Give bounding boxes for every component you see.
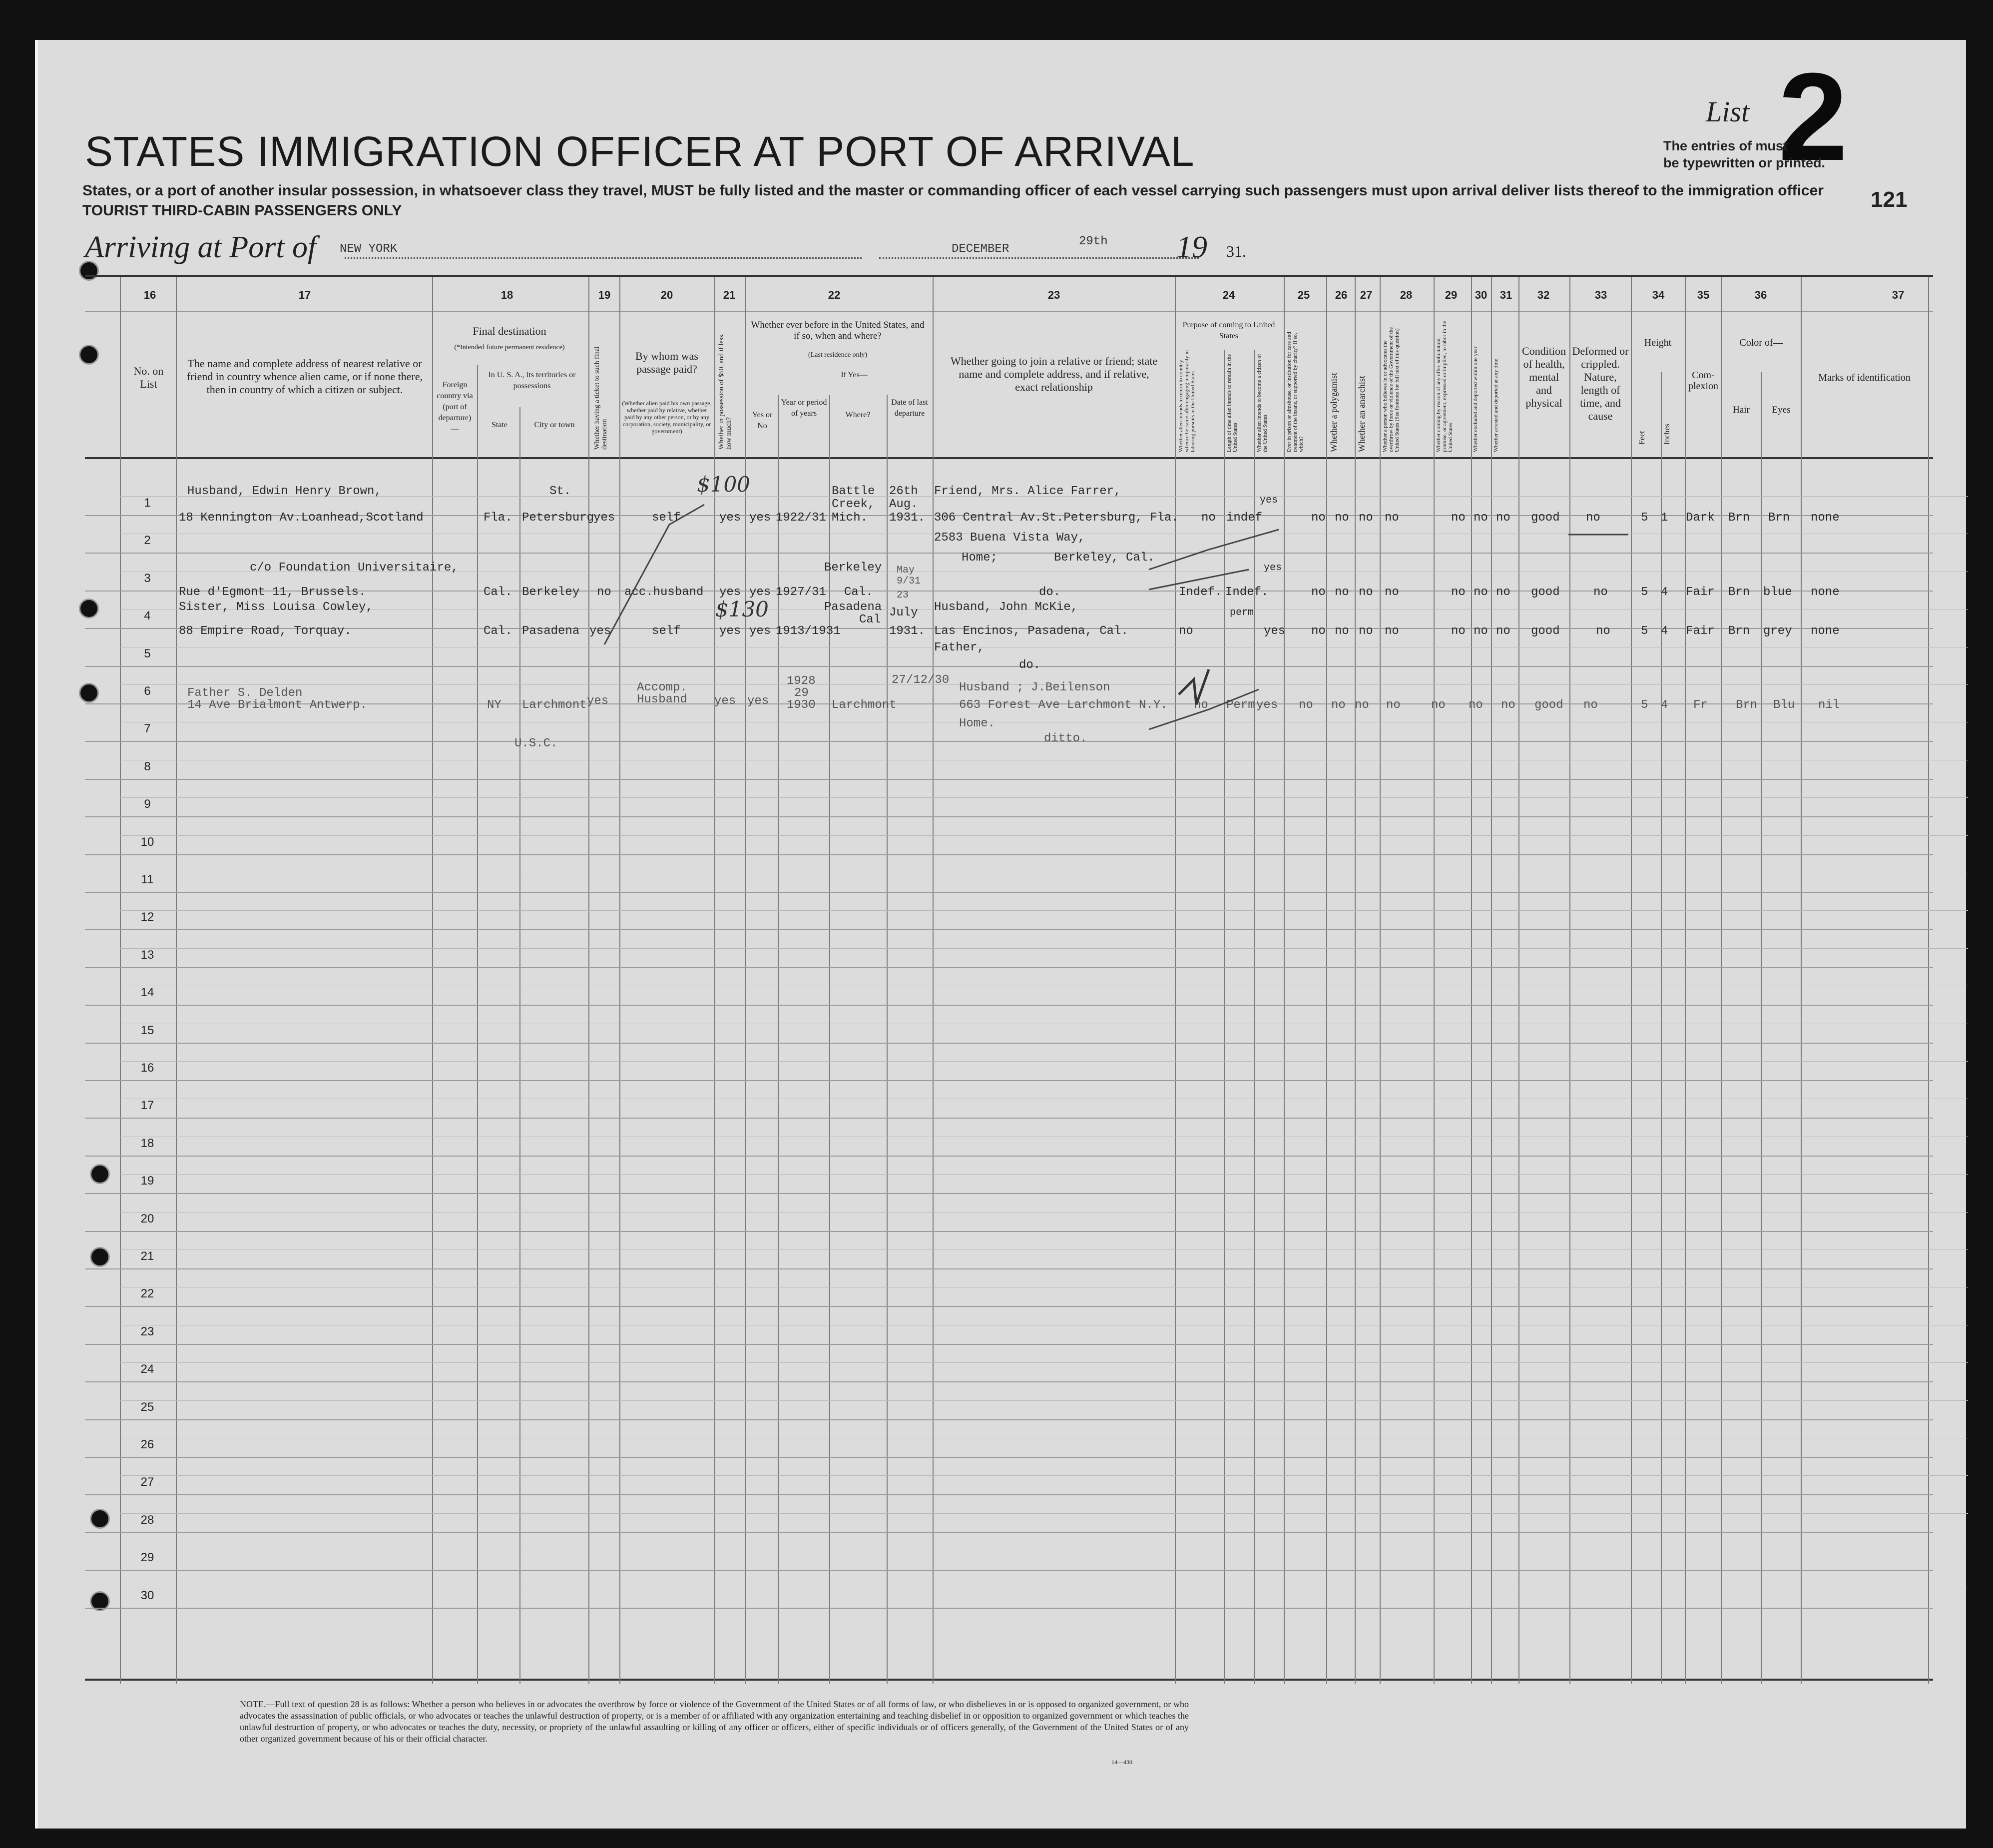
row-number: 14 — [140, 986, 154, 1000]
header-yes-no: Yes or No — [752, 411, 773, 430]
row3-c30: no — [1474, 586, 1488, 599]
header-inches: Inches — [1663, 424, 1671, 445]
row1-purpose-length: indef — [1226, 511, 1263, 525]
row6-state: NY — [487, 698, 501, 712]
header-health: Condition of health, mental and physical — [1521, 345, 1566, 409]
header-no-on-list: No. on List — [133, 365, 164, 390]
row6-c25: no — [1299, 698, 1313, 712]
header-eyes: Eyes — [1772, 405, 1791, 415]
form-title: STATES IMMIGRATION OFFICER AT PORT OF ARRIVAL — [85, 128, 1195, 175]
row3-join: do. — [1039, 586, 1061, 599]
year-prefix: 19 — [1176, 230, 1207, 264]
list-label: List — [1706, 95, 1750, 128]
header-anarchist: Whether an anarchist — [1357, 376, 1367, 452]
row4-purpose-return: no — [1179, 624, 1193, 638]
header-feet: Feet — [1638, 431, 1646, 445]
row3-relative-name: c/o Foundation Universitaire, — [250, 561, 459, 575]
row3-health: good — [1531, 586, 1560, 599]
row4-c28: no — [1385, 624, 1399, 638]
row-number: 6 — [144, 684, 151, 698]
header-passage-paid: By whom was passage paid? — [635, 350, 698, 375]
row4-money-handwritten: $130 — [715, 597, 769, 621]
row1-where-3: Mich. — [832, 511, 868, 525]
row3-feet: 5 — [1641, 586, 1648, 599]
row-number: 29 — [140, 1551, 154, 1565]
row3-c31: no — [1496, 586, 1510, 599]
row6-ticket: yes — [587, 694, 609, 708]
row1-c28: no — [1385, 511, 1399, 525]
row-number: 30 — [140, 1588, 154, 1602]
row-number: 17 — [140, 1099, 154, 1113]
row-number: 11 — [141, 873, 154, 886]
row6-relative-name: Father S. Delden — [187, 686, 303, 700]
row7-usc: U.S.C. — [514, 737, 558, 750]
row1-date-1: 26th — [889, 485, 918, 498]
row1-c25: no — [1311, 511, 1326, 525]
row4-date-2: July — [889, 606, 918, 619]
row1-ticket: yes — [593, 511, 615, 525]
header-possession-50: Whether in possession of $50, and if less, how much? — [718, 333, 733, 450]
row3-marks: none — [1811, 586, 1840, 599]
row3-inches: 4 — [1661, 586, 1668, 599]
row3-purpose-citizen: yes — [1264, 562, 1282, 574]
row6-marks: nil — [1818, 698, 1840, 712]
header-ever-before-note: (Last residence only) — [808, 351, 868, 359]
header-purpose-length: Length of time alien intends to remain in the United States — [1226, 354, 1238, 452]
row4-complexion: Fair — [1686, 624, 1715, 638]
row2-join-1: 2583 Buena Vista Way, — [934, 531, 1085, 545]
header-date-departure: Date of last departure — [891, 398, 928, 418]
row3-purpose-return: Indef. — [1179, 586, 1222, 599]
row6-c29: no — [1431, 698, 1446, 712]
row1-date-3: 1931. — [889, 511, 926, 525]
row6-c27: no — [1355, 698, 1369, 712]
row4-passage-paid: self — [652, 624, 681, 638]
header-passage-paid-note: (Whether alien paid his own passage, whether paid by relative, whether paid by any other person, or by any corporation, society, municipality, or government) — [622, 400, 712, 435]
row2-join-2: Home; — [962, 551, 998, 565]
header-ticket: Whether having a ticket to such final destination — [593, 346, 608, 450]
row-number: 4 — [144, 609, 151, 623]
header-years: Year or period of years — [781, 398, 827, 418]
pen-stroke — [1179, 669, 1209, 704]
header-labor-offer: Whether coming by reason of any offer, solicitation, promise, or agreement, expressed or implied, to labor in the United States — [1436, 321, 1454, 452]
row6-where: Larchmont — [832, 698, 897, 712]
colnum-27: 27 — [1360, 289, 1373, 301]
header-complexion: Com-plexion — [1688, 370, 1718, 392]
colnum-17: 17 — [298, 289, 311, 301]
row6-join-4: ditto. — [1044, 732, 1087, 745]
row1-city-line1: St. — [549, 485, 571, 498]
header-nearest-relative: The name and complete address of nearest relative or friend in country whence alien came, or if none there, then in country of which a citizen or subject. — [186, 357, 423, 396]
colnum-37: 37 — [1892, 289, 1905, 301]
header-excluded: Whether excluded and deported within one year — [1473, 346, 1479, 452]
row-number: 22 — [140, 1287, 154, 1301]
row3-ticket: no — [597, 586, 611, 599]
colnum-28: 28 — [1400, 289, 1413, 301]
row1-where-2: Creek, — [832, 498, 875, 511]
header-final-destination-note: (*Intended future permanent residence) — [454, 344, 565, 351]
row1-c26: no — [1335, 511, 1349, 525]
row1-date-2: Aug. — [889, 498, 918, 511]
row1-c27: no — [1359, 511, 1373, 525]
row-number: 12 — [140, 910, 154, 924]
row3-city: Berkeley — [522, 586, 580, 599]
row6-paid-1: Accomp. — [637, 681, 687, 694]
header-color-of: Color of— — [1739, 337, 1783, 348]
row1-c30: no — [1474, 511, 1488, 525]
port-value: NEW YORK — [340, 242, 398, 256]
row1-inches: 1 — [1661, 511, 1668, 525]
row6-hair: Brn — [1736, 698, 1758, 712]
row4-feet: 5 — [1641, 624, 1648, 638]
row-number: 18 — [140, 1136, 154, 1150]
list-number: 2 — [1778, 47, 1848, 186]
row3-c28: no — [1385, 586, 1399, 599]
row4-before: yes — [749, 624, 771, 638]
row6-money: yes — [714, 694, 736, 708]
colnum-30: 30 — [1475, 289, 1488, 301]
header-final-destination: Final destination — [473, 325, 546, 337]
colnum-36: 36 — [1754, 289, 1767, 301]
row3-deformed: no — [1593, 586, 1608, 599]
month-value: DECEMBER — [952, 242, 1009, 256]
row4-purpose-citizen: yes — [1264, 624, 1286, 638]
row6-date: 27/12/30 — [892, 673, 950, 687]
row6-years-1: 1928 — [787, 674, 816, 688]
row-number: 20 — [140, 1212, 154, 1226]
row-number: 15 — [140, 1023, 154, 1037]
row1-before: yes — [749, 511, 771, 525]
form-subtitle: States, or a port of another insular possession, in whatsoever class they travel, MUST be fully listed and the master or commanding officer of each vessel carrying such passengers must upon arrival deliver lists thereof to the immigration officer — [82, 182, 1824, 199]
header-height: Height — [1644, 337, 1672, 348]
row1-marks: none — [1811, 511, 1840, 525]
colnum-21: 21 — [723, 289, 736, 301]
row1-where-1: Battle — [832, 485, 875, 498]
footnote: NOTE.—Full text of question 28 is as follows: Whether a person who believes in or advocates the overthrow by force or violence of the Government of the United States or of all forms of law, or who disbelieves in or is opposed to organized government, or who advocates the assassination of public officials, or who advocates or teaches the unlawful destruction of property, or is a member of or affiliated with any organization entertaining and teaching disbelief in or opposition to organized government or which teaches the unlawful destruction of property, or who advocates or teaches the duty, necessity, or propriety of the unlawful assaulting or killing of any officer or officers, either of specific individuals or of officers generally, of the Government of the United States or of any other organized government because of his or their official character. — [240, 1699, 1189, 1744]
row4-date-1: 23 — [897, 590, 909, 601]
row4-where-1: Pasadena — [824, 601, 882, 614]
row-number: 3 — [144, 571, 151, 585]
row6-relative-address: 14 Ave Brialmont Antwerp. — [187, 698, 368, 712]
row6-feet: 5 — [1641, 698, 1648, 712]
row1-complexion: Dark — [1686, 511, 1715, 525]
row3-passage-paid: acc.husband — [624, 586, 704, 599]
row1-city-line2: Petersburg — [522, 511, 594, 525]
row5-join-1: Father, — [934, 641, 985, 654]
row-number: 8 — [144, 759, 151, 773]
row3-purpose-length: Indef. — [1225, 586, 1269, 599]
row6-purpose-length: Perm — [1226, 698, 1255, 712]
pen-stroke — [604, 505, 704, 644]
row1-years: 1922/31 — [776, 511, 826, 525]
row3-c25: no — [1311, 586, 1326, 599]
row4-hair: Brn — [1728, 624, 1750, 638]
row3-money: yes — [719, 586, 741, 599]
colnum-29: 29 — [1445, 289, 1458, 301]
row6-purpose-citizen: yes — [1256, 698, 1278, 712]
row-number: 24 — [140, 1362, 154, 1376]
header-in-usa: In U. S. A., its territories or possessions — [488, 371, 576, 390]
row3-where-1: Berkeley — [824, 561, 882, 575]
row1-join-1: Friend, Mrs. Alice Farrer, — [934, 485, 1121, 498]
row6-city: Larchmont — [522, 698, 587, 712]
row1-relative-name: Husband, Edwin Henry Brown, — [187, 485, 382, 498]
row1-deformed: no — [1586, 511, 1600, 525]
pen-stroke — [1149, 530, 1279, 729]
row4-c30: no — [1474, 624, 1488, 638]
row6-years-2: 29 — [794, 686, 809, 700]
row3-c27: no — [1359, 586, 1373, 599]
header-purpose-return: Whether alien intends to return to country whence he came after engaging temporarily in laboring pursuits in the United States — [1178, 350, 1196, 452]
row4-purpose-length: perm — [1230, 607, 1254, 618]
colnum-20: 20 — [660, 289, 673, 301]
row4-health: good — [1531, 624, 1560, 638]
row6-join-3: Home. — [959, 717, 996, 730]
row6-eyes: Blu — [1773, 698, 1795, 712]
row6-c28: no — [1386, 698, 1401, 712]
row1-join-2: 306 Central Av.St.Petersburg, Fla. — [934, 511, 1179, 525]
row6-years-3: 1930 — [787, 698, 816, 712]
row4-years: 1913/1931 — [776, 624, 841, 638]
colnum-31: 31 — [1499, 289, 1512, 301]
row4-join-2: Las Encinos, Pasadena, Cal. — [934, 624, 1128, 638]
row6-health: good — [1534, 698, 1563, 712]
header-hair: Hair — [1733, 405, 1750, 415]
row4-c27: no — [1359, 624, 1373, 638]
row6-join-2: 663 Forest Ave Larchmont N.Y. — [959, 698, 1168, 712]
row6-inches: 4 — [1661, 698, 1668, 712]
row4-join-1: Husband, John McKie, — [934, 601, 1078, 614]
row4-deformed: no — [1596, 624, 1610, 638]
row-number: 1 — [144, 496, 151, 510]
row6-c26: no — [1331, 698, 1346, 712]
row3-c26: no — [1335, 586, 1349, 599]
row-number: 19 — [140, 1174, 154, 1188]
row1-passage-paid: self — [652, 511, 681, 525]
row-number: 28 — [140, 1513, 154, 1527]
header-state: State — [492, 421, 507, 429]
row6-purpose-return: no — [1194, 698, 1208, 712]
header-arrested: Whether arrested and deported at any time — [1493, 359, 1499, 452]
row1-c31: no — [1496, 511, 1510, 525]
page-number: 121 — [1871, 187, 1908, 212]
row1-relative-address: 18 Kennington Av.Loanhead,Scotland — [179, 511, 424, 525]
row4-c29: no — [1451, 624, 1466, 638]
row3-years: 1927/31 — [776, 586, 826, 599]
row4-c26: no — [1335, 624, 1349, 638]
list-note-line: be typewritten or printed. — [1663, 155, 1826, 170]
header-purpose: Purpose of coming to United States — [1182, 321, 1275, 340]
row6-c30: no — [1469, 698, 1483, 712]
row-number: 16 — [140, 1061, 154, 1075]
row-number: 10 — [140, 835, 154, 849]
list-note-line: The entries of must — [1663, 138, 1788, 153]
header-prison: Ever in prison or almshouse, or institution for care and treatment of the insane, or supported by charity? If so, which? — [1286, 332, 1304, 452]
row-number: 13 — [140, 948, 154, 962]
row1-state: Fla. — [484, 511, 512, 525]
colnum-24: 24 — [1222, 289, 1235, 301]
header-where: Where? — [845, 411, 871, 419]
row1-feet: 5 — [1641, 511, 1648, 525]
form-number: 14—430 — [1111, 1759, 1132, 1766]
row2-join-3: Berkeley, Cal. — [1054, 551, 1155, 565]
row3-state: Cal. — [484, 586, 512, 599]
row3-date-2: 9/31 — [897, 576, 921, 587]
header-join-relative: Whether going to join a relative or friend; state name and complete address, and if relative, exact relationship — [950, 355, 1158, 393]
colnum-16: 16 — [143, 289, 156, 301]
row6-join-1: Husband ; J.Beilenson — [959, 681, 1110, 694]
row1-purpose-citizen: yes — [1260, 495, 1278, 506]
row-number: 26 — [140, 1438, 154, 1451]
row4-where-2: Cal — [859, 613, 881, 626]
row-number: 7 — [144, 722, 151, 736]
row4-date-3: 1931. — [889, 624, 926, 638]
colnum-23: 23 — [1047, 289, 1060, 301]
row4-inches: 4 — [1661, 624, 1668, 638]
row-number: 25 — [140, 1400, 154, 1414]
row3-before: yes — [749, 586, 771, 599]
row1-money: yes — [719, 511, 741, 525]
row3-c29: no — [1451, 586, 1466, 599]
row4-c31: no — [1496, 624, 1510, 638]
row1-eyes: Brn — [1768, 511, 1790, 525]
colnum-22: 22 — [828, 289, 841, 301]
row1-hair: Brn — [1728, 511, 1750, 525]
row4-city: Pasadena — [522, 624, 580, 638]
row-number: 9 — [144, 797, 151, 811]
day-value: 29th — [1079, 235, 1108, 248]
row1-c29: no — [1451, 511, 1466, 525]
row6-deformed: no — [1583, 698, 1598, 712]
row4-money: yes — [719, 624, 741, 638]
row3-date-1: May — [897, 565, 915, 576]
row3-where-2: Cal. — [844, 586, 873, 599]
colnum-18: 18 — [500, 289, 513, 301]
row6-complexion: Fr — [1693, 698, 1708, 712]
row-number: 2 — [144, 534, 151, 548]
row6-c31: no — [1501, 698, 1515, 712]
header-polygamist: Whether a polygamist — [1329, 373, 1339, 452]
header-deformed: Deformed or crippled. Nature, length of time, and cause — [1572, 345, 1629, 422]
row6-before: yes — [747, 694, 769, 708]
year-suffix: 31. — [1226, 242, 1246, 260]
header-city: City or town — [534, 421, 575, 429]
colnum-34: 34 — [1652, 289, 1665, 301]
colnum-19: 19 — [598, 289, 611, 301]
colnum-26: 26 — [1335, 289, 1348, 301]
arriving-label: Arriving at Port of — [85, 230, 317, 264]
header-if-yes: If Yes— — [841, 371, 868, 379]
header-foreign-country: Foreign country via (port of departure) — — [437, 381, 473, 433]
header-marks: Marks of identification — [1818, 372, 1911, 383]
row4-marks: none — [1811, 624, 1840, 638]
passenger-class: TOURIST THIRD-CABIN PASSENGERS ONLY — [82, 202, 402, 219]
row-number: 5 — [144, 646, 151, 660]
row1-purpose-return: no — [1201, 511, 1216, 525]
colnum-25: 25 — [1297, 289, 1310, 301]
row1-money-handwritten: $100 — [697, 472, 750, 497]
row-number: 23 — [140, 1324, 154, 1338]
row4-relative-name: Sister, Miss Louisa Cowley, — [179, 601, 373, 614]
row4-eyes: grey — [1763, 624, 1792, 638]
row4-state: Cal. — [484, 624, 512, 638]
row-number: 21 — [140, 1249, 154, 1263]
header-overthrow: Whether a person who believes in or advocates the overthrow by force or violence of the Government of the United States (See footnote for full text of this question) — [1382, 327, 1400, 452]
row4-ticket: yes — [589, 624, 611, 638]
row6-paid-2: Husband — [637, 693, 687, 706]
row4-c25: no — [1311, 624, 1326, 638]
row4-relative-address: 88 Empire Road, Torquay. — [179, 624, 352, 638]
row3-relative-address: Rue d'Egmont 11, Brussels. — [179, 586, 366, 599]
row-number: 27 — [140, 1475, 154, 1489]
row1-health: good — [1531, 511, 1560, 525]
header-purpose-citizen: Whether alien intends to become a citizen of the United States — [1256, 354, 1268, 452]
row3-complexion: Fair — [1686, 586, 1715, 599]
header-ever-before: Whether ever before in the United States, and if so, when and where? — [751, 320, 925, 341]
row5-join-2: do. — [1019, 658, 1041, 672]
row3-hair: Brn — [1728, 586, 1750, 599]
row3-eyes: blue — [1763, 586, 1792, 599]
colnum-32: 32 — [1537, 289, 1550, 301]
colnum-35: 35 — [1697, 289, 1710, 301]
colnum-33: 33 — [1594, 289, 1607, 301]
